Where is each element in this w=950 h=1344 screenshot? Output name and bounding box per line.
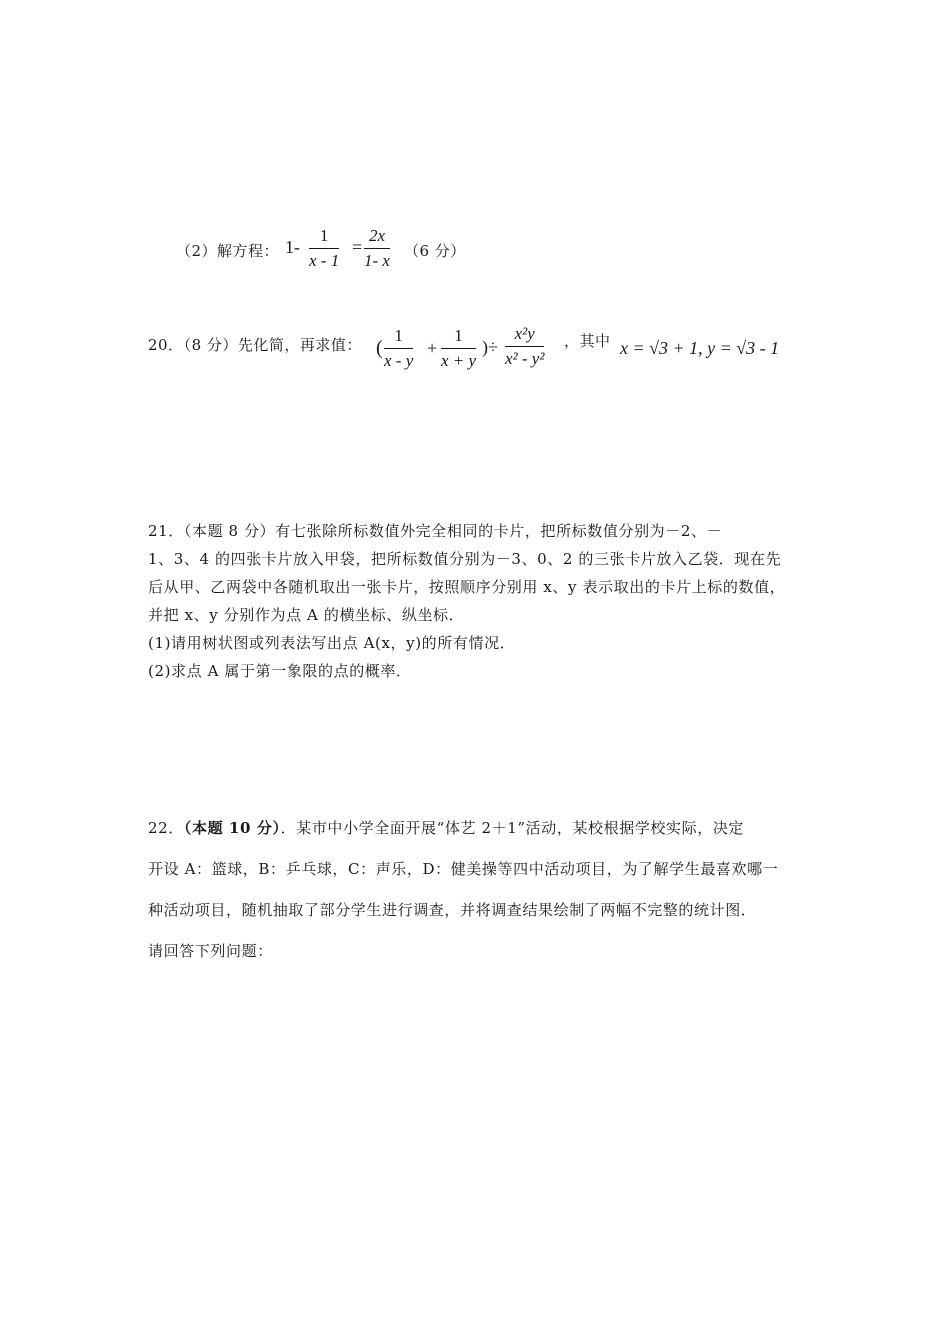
q22-line-1-text: ．某市中小学全面开展“体艺 2＋1”活动，某校根据学校实际，决定 [280,819,745,837]
q22-score: （本题 10 分） [183,819,281,837]
q20-where: ，其中 [564,332,611,350]
q20-fraction-b [441,326,476,371]
fraction-numerator: 1 [319,226,329,245]
q20-label: 20．（8 分）先化简，再求值： [148,336,362,354]
fraction-denominator: x² - y² [505,349,545,368]
q22-number: 22． [148,819,184,837]
q21-subquestion-2: (2)求点 A 属于第一象限的点的概率． [148,662,412,680]
q22-line-3: 种活动项目，随机抽取了部分学生进行调查，并将调查结果绘制了两幅不完整的统计图． [148,901,757,919]
q20-left-paren: ( [376,337,383,359]
fraction-numerator: 1 [394,326,403,345]
q20-plus: + [427,338,438,358]
fraction-denominator: x + y [441,351,477,370]
fraction-bar [384,348,413,349]
fraction-bar [441,348,476,349]
fraction-denominator: x - y [384,351,414,370]
fraction-numerator: x²y [514,324,535,343]
q19-2-fraction-1 [309,226,339,271]
q21-line-4: 并把 x、y 分别作为点 A 的横坐标、纵坐标． [148,606,465,624]
q19-2-score: （6 分） [404,242,466,260]
q19-2-fraction-2 [364,226,390,271]
q21-line-3: 后从甲、乙两袋中各随机取出一张卡片，按照顺序分别用 x、y 表示取出的卡片上标的数值， [148,578,786,596]
q21-line-2: 1、3、4 的四张卡片放入甲袋，把所标数值分别为－3、0、2 的三张卡片放入乙袋．现在先 [148,550,782,568]
fraction-denominator: x - 1 [309,251,340,270]
fraction-bar [364,248,390,249]
fraction-numerator: 1 [454,326,463,345]
q19-2-label: （2）解方程： [176,242,280,260]
fraction-denominator: 1- x [364,251,390,270]
q19-2-equals: = [352,237,363,257]
q22-line-2: 开设 A：篮球，B：乒乓球，C：声乐，D：健美操等四中活动项目，为了解学生最喜欢哪一 [148,860,779,878]
q21-line-1: 21．（本题 8 分）有七张除所标数值外完全相同的卡片，把所标数值分别为－2、－ [148,522,723,540]
q20-values: x = √3 + 1, y = √3 - 1 [620,338,780,358]
q19-2-one-minus: 1- [285,237,300,257]
q20-fraction-a [384,326,413,371]
q21-subquestion-1: (1)请用树状图或列表法写出点 A(x，y)的所有情况． [148,634,516,652]
q22-line-1 [148,817,744,838]
q22-line-4: 请回答下列问题： [148,942,273,960]
fraction-numerator: 2x [368,226,385,245]
fraction-bar [309,248,339,249]
fraction-bar [505,346,544,347]
q20-paren-divide: )÷ [482,337,498,357]
q20-fraction-c [505,324,544,369]
